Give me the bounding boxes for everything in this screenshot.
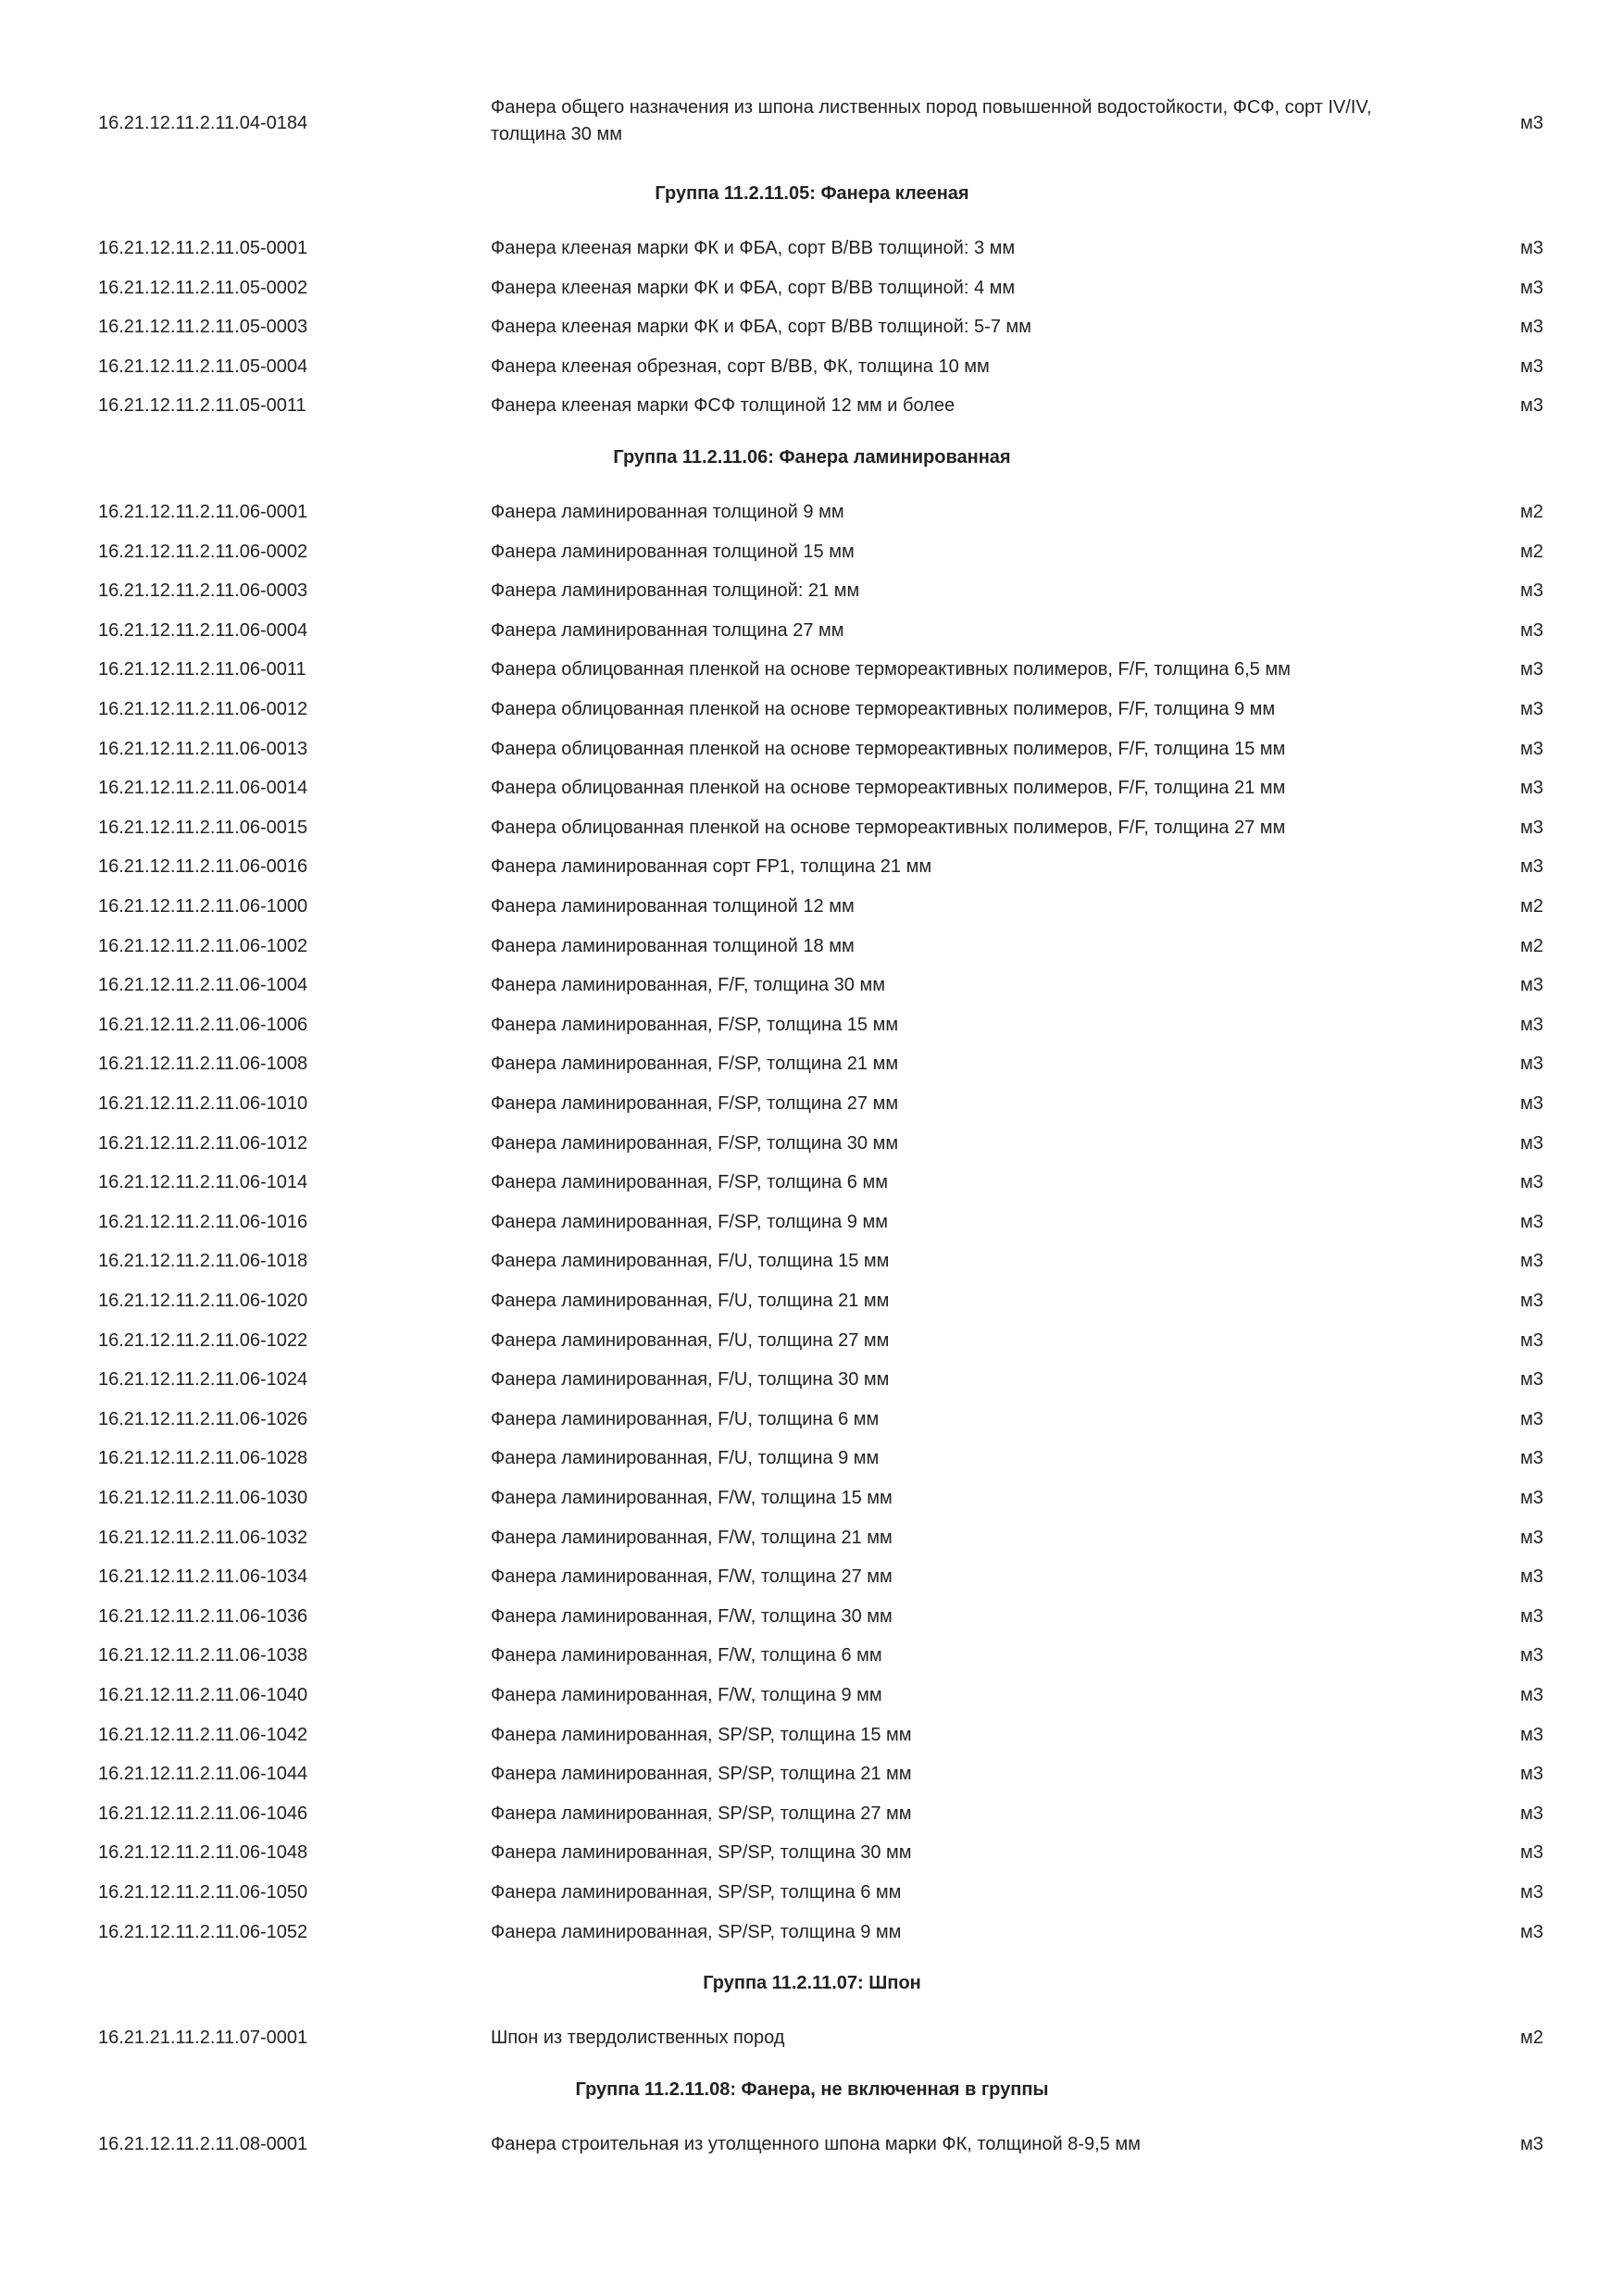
table-row — [0, 312, 1624, 342]
table-row — [0, 734, 1624, 764]
row-code: 16.21.12.11.2.11.06-1022 — [98, 1329, 308, 1351]
row-name: Фанера ламинированная, F/W, толщина 6 мм — [491, 1645, 882, 1666]
row-unit: м3 — [1520, 1211, 1543, 1232]
row-code: 16.21.12.11.2.11.06-0001 — [98, 502, 308, 522]
row-unit: м3 — [1520, 619, 1543, 641]
row-code: 16.21.12.11.2.11.06-1004 — [98, 975, 308, 996]
row-unit: м3 — [1520, 817, 1543, 838]
row-name: Фанера ламинированная толщиной 18 мм — [491, 935, 855, 956]
row-unit: м3 — [1520, 699, 1543, 719]
table-row — [0, 892, 1624, 921]
row-unit: м2 — [1520, 896, 1543, 917]
row-unit: м3 — [1520, 1605, 1543, 1627]
row-unit: м3 — [1520, 1488, 1543, 1508]
row-unit: м3 — [1520, 1527, 1543, 1548]
row-name: Фанера облицованная пленкой на основе термореактивных полимеров, F/F, толщина 9 мм — [491, 699, 1276, 719]
row-code: 16.21.12.11.2.11.06-1040 — [98, 1685, 308, 1705]
row-name: Фанера ламинированная, F/U, толщина 15 мм — [491, 1251, 890, 1272]
table-row — [0, 233, 1624, 263]
row-code: 16.21.12.11.2.11.05-0004 — [98, 356, 308, 377]
row-name: Фанера облицованная пленкой на основе термореактивных полимеров, F/F, толщина 6,5 мм — [491, 659, 1291, 680]
row-name: Фанера клееная марки ФК и ФБА, сорт В/ВВ толщиной: 5-7 мм — [491, 317, 1031, 338]
table-row — [0, 352, 1624, 381]
row-name: Фанера ламинированная толщиной: 21 мм — [491, 580, 860, 602]
row-unit: м3 — [1520, 778, 1543, 799]
row-code: 16.21.12.11.2.11.06-1034 — [98, 1566, 308, 1588]
row-unit: м3 — [1520, 238, 1543, 258]
row-name: Фанера ламинированная, F/SP, толщина 30 мм — [491, 1132, 899, 1154]
row-code: 16.21.12.11.2.11.06-1030 — [98, 1488, 308, 1508]
row-name: Фанера строительная из утолщенного шпона марки ФК, толщиной 8-9,5 мм — [491, 2133, 1141, 2154]
row-unit: м3 — [1520, 1448, 1543, 1469]
row-name: Фанера клееная обрезная, сорт В/ВВ, ФК, толщина 10 мм — [491, 356, 990, 377]
row-code: 16.21.12.11.2.11.06-0012 — [98, 699, 308, 719]
row-unit: м3 — [1520, 1291, 1543, 1311]
row-name: Фанера ламинированная толщина 27 мм — [491, 619, 844, 641]
table-row — [0, 1483, 1624, 1513]
group-heading: Группа 11.2.11.05: Фанера клееная — [655, 183, 969, 204]
row-code: 16.21.12.11.2.11.06-1048 — [98, 1842, 308, 1864]
table-row — [0, 1404, 1624, 1434]
table-row — [0, 1089, 1624, 1118]
row-unit: м3 — [1520, 1369, 1543, 1391]
table-row — [0, 1326, 1624, 1355]
row-name: Фанера ламинированная, F/U, толщина 27 мм — [491, 1329, 890, 1351]
row-name: Фанера ламинированная, SP/SP, толщина 27 мм — [491, 1803, 912, 1824]
row-unit: м3 — [1520, 1014, 1543, 1035]
row-name: Фанера облицованная пленкой на основе термореактивных полимеров, F/F, толщина 21 мм — [491, 778, 1286, 799]
row-unit: м3 — [1520, 1329, 1543, 1351]
row-code: 16.21.12.11.2.11.06-1044 — [98, 1764, 308, 1785]
row-code: 16.21.12.11.2.11.06-1012 — [98, 1132, 308, 1154]
row-unit: м3 — [1520, 975, 1543, 996]
row-unit: м3 — [1520, 1645, 1543, 1666]
row-unit: м3 — [1520, 738, 1543, 759]
row-unit: м3 — [1520, 1054, 1543, 1075]
table-row — [0, 813, 1624, 842]
row-code: 16.21.21.11.2.11.07-0001 — [98, 2028, 308, 2049]
row-name: Фанера ламинированная, SP/SP, толщина 15 мм — [491, 1724, 912, 1745]
table-row — [0, 773, 1624, 803]
row-unit: м2 — [1520, 541, 1543, 562]
table-row — [0, 1641, 1624, 1670]
row-name: Фанера ламинированная, F/U, толщина 6 мм — [491, 1408, 880, 1429]
row-unit: м3 — [1520, 1093, 1543, 1114]
table-row — [0, 497, 1624, 527]
row-name: Фанера общего назначения из шпона лиственных пород повышенной водостойкости, ФСФ, сорт IV/IV, толщина 30 мм — [491, 97, 1372, 144]
group-heading: Группа 11.2.11.06: Фанера ламинированная — [613, 447, 1011, 468]
row-name: Фанера ламинированная, F/SP, толщина 9 мм — [491, 1211, 888, 1232]
row-unit: м3 — [1520, 277, 1543, 298]
row-name: Фанера ламинированная, F/W, толщина 15 мм — [491, 1488, 893, 1508]
table-row — [0, 2129, 1624, 2159]
table-row — [0, 1523, 1624, 1553]
row-code: 16.21.12.11.2.11.06-1000 — [98, 896, 308, 917]
row-code: 16.21.12.11.2.11.06-1028 — [98, 1448, 308, 1469]
row-name: Фанера ламинированная, SP/SP, толщина 9 мм — [491, 1921, 902, 1942]
row-name: Фанера облицованная пленкой на основе термореактивных полимеров, F/F, толщина 27 мм — [491, 817, 1286, 838]
row-name: Фанера ламинированная, F/U, толщина 30 мм — [491, 1369, 890, 1391]
table-row — [0, 1602, 1624, 1631]
row-code: 16.21.12.11.2.11.06-1036 — [98, 1605, 308, 1627]
table-row — [0, 694, 1624, 724]
row-code: 16.21.12.11.2.11.06-1020 — [98, 1291, 308, 1311]
table-row — [0, 1010, 1624, 1040]
row-code: 16.21.12.11.2.11.06-1008 — [98, 1054, 308, 1075]
table-row — [0, 1838, 1624, 1867]
row-unit: м2 — [1520, 935, 1543, 956]
row-code: 16.21.12.11.2.11.06-1024 — [98, 1369, 308, 1391]
table-row — [0, 1167, 1624, 1197]
row-code: 16.21.12.11.2.11.06-0013 — [98, 738, 308, 759]
row-unit: м3 — [1520, 580, 1543, 602]
row-name: Фанера ламинированная, F/W, толщина 9 мм — [491, 1685, 882, 1705]
table-row — [0, 852, 1624, 881]
table-row — [0, 2023, 1624, 2053]
row-name: Фанера ламинированная сорт FP1, толщина 21 мм — [491, 856, 932, 878]
row-unit: м3 — [1520, 317, 1543, 338]
row-code: 16.21.12.11.2.11.06-0004 — [98, 619, 308, 641]
row-unit: м3 — [1520, 659, 1543, 680]
row-unit: м3 — [1520, 1842, 1543, 1864]
row-unit: м3 — [1520, 1251, 1543, 1272]
group-heading: Группа 11.2.11.08: Фанера, не включенная в группы — [575, 2078, 1049, 2100]
table-row — [0, 1365, 1624, 1394]
row-code: 16.21.12.11.2.11.06-1018 — [98, 1251, 308, 1272]
row-name: Фанера ламинированная, F/SP, толщина 27 мм — [491, 1093, 899, 1114]
row-code: 16.21.12.11.2.11.06-1010 — [98, 1093, 308, 1114]
row-name: Фанера ламинированная, F/W, толщина 21 мм — [491, 1527, 893, 1548]
row-unit: м3 — [1520, 1764, 1543, 1785]
table-row — [0, 616, 1624, 645]
row-code: 16.21.12.11.2.11.05-0001 — [98, 238, 308, 258]
row-unit: м3 — [1520, 1685, 1543, 1705]
table-row — [0, 273, 1624, 303]
table-row — [0, 1443, 1624, 1473]
table-row — [0, 1799, 1624, 1828]
row-name: Фанера облицованная пленкой на основе термореактивных полимеров, F/F, толщина 15 мм — [491, 738, 1286, 759]
row-code: 16.21.12.11.2.11.06-1042 — [98, 1724, 308, 1745]
row-code: 16.21.12.11.2.11.06-0011 — [98, 659, 306, 680]
table-row — [0, 1680, 1624, 1710]
row-code: 16.21.12.11.2.11.06-1002 — [98, 935, 308, 956]
row-unit: м3 — [1520, 1724, 1543, 1745]
row-code: 16.21.12.11.2.11.04-0184 — [98, 113, 308, 133]
table-row — [0, 1562, 1624, 1591]
row-code: 16.21.12.11.2.11.06-1026 — [98, 1408, 308, 1429]
row-unit: м3 — [1520, 1882, 1543, 1903]
row-code: 16.21.12.11.2.11.06-0003 — [98, 580, 308, 602]
row-name: Фанера ламинированная, F/SP, толщина 6 мм — [491, 1172, 888, 1193]
row-unit: м3 — [1520, 1132, 1543, 1154]
row-unit: м3 — [1520, 1408, 1543, 1429]
table-row — [0, 1878, 1624, 1907]
row-name: Фанера ламинированная, SP/SP, толщина 21 мм — [491, 1764, 912, 1785]
row-code: 16.21.12.11.2.11.06-1014 — [98, 1172, 308, 1193]
row-unit: м3 — [1520, 1566, 1543, 1588]
row-name: Фанера ламинированная, F/SP, толщина 15 мм — [491, 1014, 899, 1035]
table-row — [0, 391, 1624, 420]
row-name: Фанера ламинированная, F/U, толщина 21 мм — [491, 1291, 890, 1311]
row-code: 16.21.12.11.2.11.06-0015 — [98, 817, 308, 838]
row-name: Фанера ламинированная толщиной 12 мм — [491, 896, 855, 917]
table-row — [0, 1246, 1624, 1276]
table-row — [0, 576, 1624, 605]
row-name: Фанера ламинированная, F/U, толщина 9 мм — [491, 1448, 880, 1469]
table-row — [0, 1129, 1624, 1158]
row-name: Фанера ламинированная толщиной 9 мм — [491, 502, 844, 522]
row-unit: м3 — [1520, 1921, 1543, 1942]
row-name: Фанера ламинированная, F/F, толщина 30 мм — [491, 975, 885, 996]
row-code: 16.21.12.11.2.11.05-0003 — [98, 317, 308, 338]
row-name: Шпон из твердолиственных пород — [491, 2028, 785, 2049]
row-code: 16.21.12.11.2.11.08-0001 — [98, 2133, 308, 2154]
row-unit: м2 — [1520, 2028, 1543, 2049]
row-name: Фанера ламинированная, SP/SP, толщина 6 мм — [491, 1882, 902, 1903]
row-code: 16.21.12.11.2.11.06-1016 — [98, 1211, 308, 1232]
row-unit: м3 — [1520, 113, 1543, 133]
row-code: 16.21.12.11.2.11.06-1038 — [98, 1645, 308, 1666]
row-name: Фанера клееная марки ФСФ толщиной 12 мм и более — [491, 395, 956, 417]
row-code: 16.21.12.11.2.11.06-0002 — [98, 541, 308, 562]
row-code: 16.21.12.11.2.11.06-1006 — [98, 1014, 308, 1035]
row-name: Фанера клееная марки ФК и ФБА, сорт В/ВВ толщиной: 4 мм — [491, 277, 1016, 298]
row-name: Фанера клееная марки ФК и ФБА, сорт В/ВВ толщиной: 3 мм — [491, 238, 1016, 258]
row-code: 16.21.12.11.2.11.06-1050 — [98, 1882, 308, 1903]
table-row — [0, 931, 1624, 961]
row-code: 16.21.12.11.2.11.06-1032 — [98, 1527, 308, 1548]
row-name: Фанера ламинированная, SP/SP, толщина 30 мм — [491, 1842, 912, 1864]
row-unit: м3 — [1520, 395, 1543, 417]
row-name: Фанера ламинированная толщиной 15 мм — [491, 541, 855, 562]
row-name: Фанера ламинированная, F/W, толщина 27 мм — [491, 1566, 893, 1588]
row-name: Фанера ламинированная, F/SP, толщина 21 мм — [491, 1054, 899, 1075]
row-code: 16.21.12.11.2.11.05-0011 — [98, 395, 306, 417]
table-row — [0, 1720, 1624, 1750]
table-row — [0, 1917, 1624, 1947]
table-row — [0, 1286, 1624, 1316]
row-unit: м2 — [1520, 502, 1543, 522]
row-unit: м3 — [1520, 2133, 1543, 2154]
table-row — [0, 1207, 1624, 1237]
row-unit: м3 — [1520, 356, 1543, 377]
table-row — [0, 537, 1624, 567]
row-code: 16.21.12.11.2.11.06-1046 — [98, 1803, 308, 1824]
table-row — [0, 655, 1624, 684]
table-row — [0, 970, 1624, 1000]
table-row — [0, 1049, 1624, 1079]
row-code: 16.21.12.11.2.11.05-0002 — [98, 277, 308, 298]
row-unit: м3 — [1520, 1803, 1543, 1824]
row-unit: м3 — [1520, 856, 1543, 878]
row-unit: м3 — [1520, 1172, 1543, 1193]
group-heading: Группа 11.2.11.07: Шпон — [703, 1973, 921, 1994]
row-code: 16.21.12.11.2.11.06-0014 — [98, 778, 308, 799]
table-row — [0, 1759, 1624, 1789]
table-row — [0, 94, 1624, 152]
row-name: Фанера ламинированная, F/W, толщина 30 мм — [491, 1605, 893, 1627]
row-code: 16.21.12.11.2.11.06-0016 — [98, 856, 308, 878]
row-code: 16.21.12.11.2.11.06-1052 — [98, 1921, 308, 1942]
